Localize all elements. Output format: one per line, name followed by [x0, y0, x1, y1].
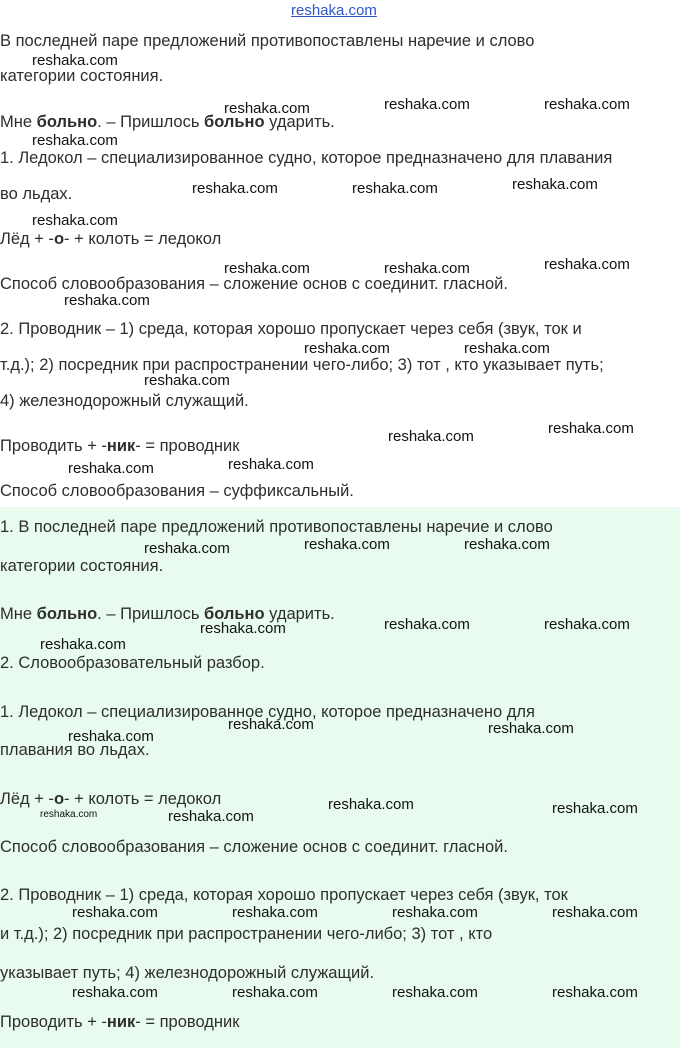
watermark: reshaka.com: [548, 420, 634, 437]
text-line: 4) железнодорожный служащий.: [0, 392, 249, 410]
word-formation: Лёд + -о- + колоть = ледокол: [0, 790, 222, 808]
watermark: reshaka.com: [552, 800, 638, 817]
watermark: reshaka.com: [228, 456, 314, 473]
watermark: reshaka.com: [68, 728, 154, 745]
example-sentence: Мне больно. – Пришлось больно ударить.: [0, 605, 335, 623]
watermark: reshaka.com: [544, 96, 630, 113]
watermark: reshaka.com: [464, 536, 550, 553]
watermark: reshaka.com: [72, 984, 158, 1001]
text-line: плавания во льдах.: [0, 741, 150, 759]
text-line: и т.д.); 2) посредник при распространении чего-либо; 3) тот , кто: [0, 925, 493, 943]
watermark: reshaka.com: [304, 536, 390, 553]
text-line: 2. Проводник – 1) среда, которая хорошо пропускает через себя (звук, ток: [0, 886, 568, 904]
site-link[interactable]: reshaka.com: [291, 2, 377, 19]
watermark: reshaka.com: [392, 984, 478, 1001]
watermark: reshaka.com: [200, 620, 286, 637]
watermark: reshaka.com: [384, 616, 470, 633]
watermark: reshaka.com: [392, 904, 478, 921]
text-line: Способ словообразования – сложение основ с соединит. гласной.: [0, 275, 508, 293]
watermark: reshaka.com: [144, 540, 230, 557]
watermark: reshaka.com: [32, 132, 118, 149]
watermark: reshaka.com: [32, 52, 118, 69]
watermark: reshaka.com: [384, 96, 470, 113]
watermark: reshaka.com: [552, 984, 638, 1001]
watermark: reshaka.com: [40, 636, 126, 653]
text-line: указывает путь; 4) железнодорожный служащий.: [0, 964, 375, 982]
watermark: reshaka.com: [192, 180, 278, 197]
text-line: 1. Ледокол – специализированное судно, которое предназначено для плавания: [0, 149, 613, 167]
watermark: reshaka.com: [64, 292, 150, 309]
watermark: reshaka.com: [224, 260, 310, 277]
text-line: 1. Ледокол – специализированное судно, которое предназначено для: [0, 703, 535, 721]
watermark: reshaka.com: [388, 428, 474, 445]
watermark: reshaka.com: [144, 372, 230, 389]
watermark: reshaka.com: [304, 340, 390, 357]
example-sentence: Мне больно. – Пришлось больно ударить.: [0, 113, 335, 131]
watermark: reshaka.com: [552, 904, 638, 921]
watermark: reshaka.com: [228, 716, 314, 733]
watermark: reshaka.com: [352, 180, 438, 197]
watermark: reshaka.com: [464, 340, 550, 357]
text-line: 2. Проводник – 1) среда, которая хорошо пропускает через себя (звук, ток и: [0, 320, 582, 338]
watermark: reshaka.com: [232, 904, 318, 921]
watermark: reshaka.com: [168, 808, 254, 825]
text-line: В последней паре предложений противопоставлены наречие и слово: [0, 32, 535, 50]
watermark: reshaka.com: [544, 256, 630, 273]
watermark: reshaka.com: [384, 260, 470, 277]
word-formation: Проводить + -ник- = проводник: [0, 1013, 240, 1031]
text-line: Способ словообразования – суффиксальный.: [0, 482, 354, 500]
watermark: reshaka.com: [32, 212, 118, 229]
watermark: reshaka.com: [40, 809, 98, 820]
watermark: reshaka.com: [224, 100, 310, 117]
watermark: reshaka.com: [488, 720, 574, 737]
text-line: категории состояния.: [0, 67, 164, 85]
watermark: reshaka.com: [512, 176, 598, 193]
word-formation: Лёд + -о- + колоть = ледокол: [0, 230, 222, 248]
text-line: 1. В последней паре предложений противопоставлены наречие и слово: [0, 518, 553, 536]
section-heading: 2. Словообразовательный разбор.: [0, 654, 265, 672]
watermark: reshaka.com: [328, 796, 414, 813]
text-line: Способ словообразования – сложение основ с соединит. гласной.: [0, 838, 508, 856]
watermark: reshaka.com: [68, 460, 154, 477]
word-formation: Проводить + -ник- = проводник: [0, 437, 240, 455]
watermark: reshaka.com: [544, 616, 630, 633]
watermark: reshaka.com: [232, 984, 318, 1001]
text-line: т.д.); 2) посредник при распространении чего-либо; 3) тот , кто указывает путь;: [0, 356, 604, 374]
watermark: reshaka.com: [72, 904, 158, 921]
text-line: во льдах.: [0, 185, 73, 203]
text-line: категории состояния.: [0, 557, 164, 575]
